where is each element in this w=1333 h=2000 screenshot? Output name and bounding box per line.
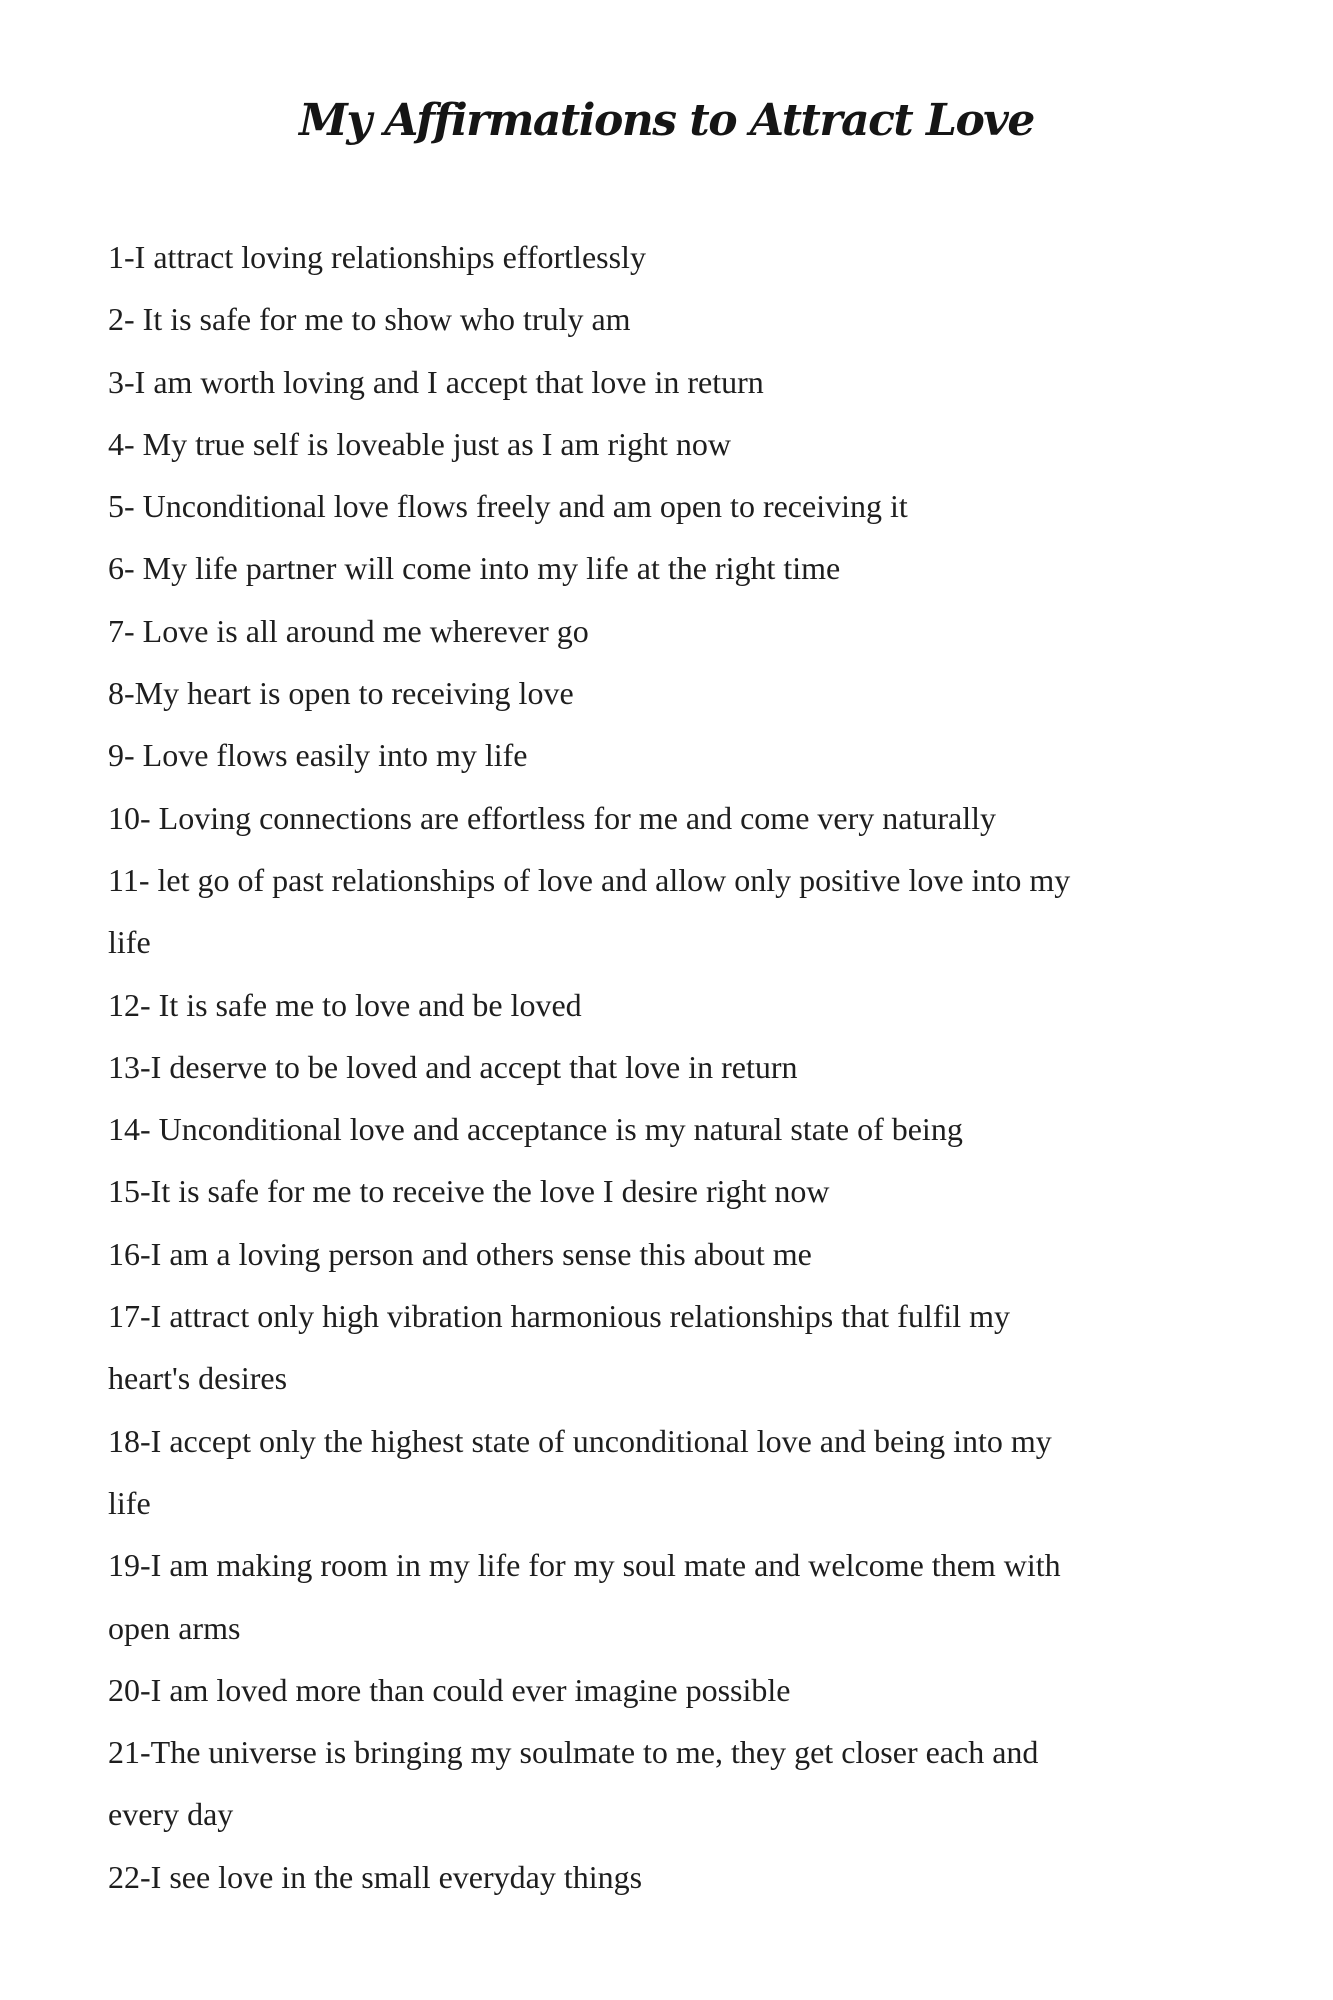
affirmation-line: 10- Loving connections are effortless for me and come very naturally [108,799,996,836]
affirmation-item [108,787,1288,849]
affirmation-line: life [108,1484,151,1521]
affirmation-item [108,849,1288,974]
affirmation-line: every day [108,1796,234,1833]
affirmation-line: 21-The universe is bringing my soulmate to me, they get closer each and [108,1734,1039,1771]
affirmation-line: 6- My life partner will come into my life at the right time [108,550,841,587]
affirmation-item [108,288,1288,350]
affirmation-line: life [108,924,151,961]
affirmation-item [108,226,1288,288]
affirmation-line: 7- Love is all around me wherever go [108,612,589,649]
affirmation-item [108,1410,1288,1535]
affirmation-item [108,537,1288,599]
affirmation-line: 1-I attract loving relationships effortlessly [108,239,646,275]
affirmation-line: 3-I am worth loving and I accept that love in return [108,363,764,400]
affirmation-item [108,662,1288,724]
affirmation-line: 8-My heart is open to receiving love [108,675,574,712]
affirmation-item [108,1285,1288,1410]
affirmation-item [108,974,1288,1036]
affirmation-item [108,1098,1288,1160]
affirmation-item [108,1223,1288,1285]
affirmation-line: 4- My true self is loveable just as I am right now [108,425,731,462]
affirmation-line: 17-I attract only high vibration harmonious relationships that fulfil my [108,1298,1011,1335]
affirmation-item [108,1036,1288,1098]
page-title: My Affirmations to Attract Love [299,95,1034,146]
affirmation-item [108,1534,1288,1659]
affirmation-item [108,1160,1288,1222]
affirmation-item [108,1846,1288,1908]
affirmation-item [108,600,1288,662]
affirmation-line: 19-I am making room in my life for my soul mate and welcome them with [108,1547,1061,1584]
affirmation-line: 18-I accept only the highest state of unconditional love and being into my [108,1422,1052,1459]
affirmations-list [108,226,1288,1908]
affirmation-item [108,1659,1288,1721]
affirmation-line: 11- let go of past relationships of love and allow only positive love into my [108,861,1071,898]
affirmation-line: heart's desires [108,1360,288,1397]
affirmation-line: 16-I am a loving person and others sense this about me [108,1235,812,1272]
affirmation-line: 15-It is safe for me to receive the love I desire right now [108,1173,830,1210]
affirmation-item [108,475,1288,537]
affirmation-line: 2- It is safe for me to show who truly am [108,301,631,338]
affirmation-line: 5- Unconditional love flows freely and am open to receiving it [108,488,908,525]
affirmation-item [108,351,1288,413]
affirmation-line: 20-I am loved more than could ever imagine possible [108,1671,791,1708]
affirmation-line: 12- It is safe me to love and be loved [108,986,582,1023]
affirmation-item [108,724,1288,786]
affirmation-line: 13-I deserve to be loved and accept that love in return [108,1048,798,1085]
affirmation-line: 22-I see love in the small everyday things [108,1858,643,1895]
affirmation-line: open arms [108,1609,241,1646]
affirmation-item [108,1721,1288,1846]
affirmation-item [108,413,1288,475]
affirmation-line: 14- Unconditional love and acceptance is my natural state of being [108,1111,963,1148]
affirmation-line: 9- Love flows easily into my life [108,737,528,774]
